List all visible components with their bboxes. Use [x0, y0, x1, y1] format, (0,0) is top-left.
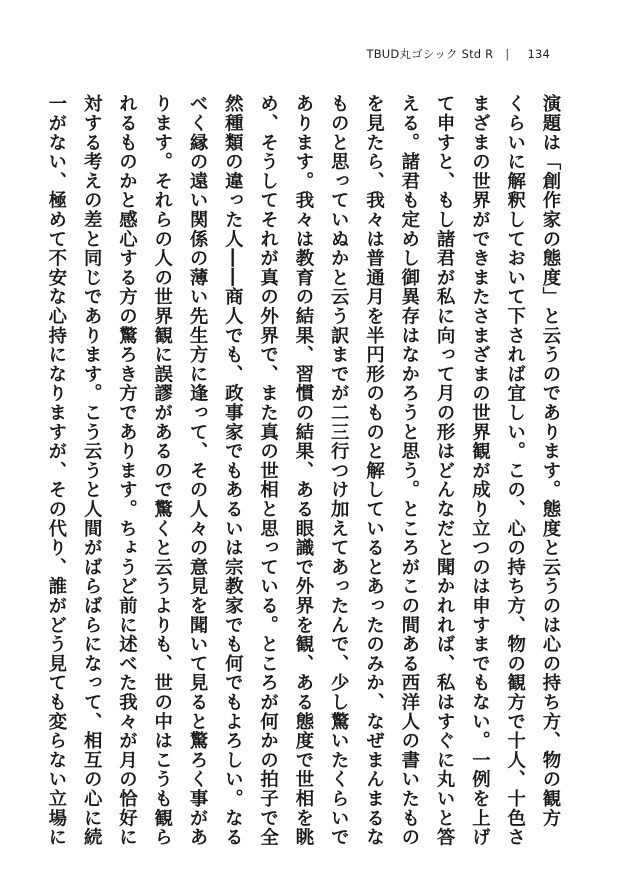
text-line-6: を見たら、我々は普通月を半円形のものと解しているとあったのみか、なぜまんまるな [363, 94, 385, 847]
text-line-2: くらいに解釈しておいて下されば宜しい。この、心の持ち方、物の観方で十人、十色さ [504, 94, 526, 847]
vertical-body-text [45, 94, 568, 854]
header-separator: | [505, 47, 510, 61]
text-line-15: 一がない、極めて不安な心持になりますが、その代り、誰がどう見ても変らない立場に [45, 94, 67, 847]
text-line-13: れるものかと感心する方の驚ろき方であります。ちょうど前に述べた我々が月の恰好に [116, 94, 138, 847]
header-font-label: TBUD丸ゴシック Std R [366, 47, 494, 61]
text-line-8: あります。我々は教育の結果、習慣の結果、ある眼識で外界を観、ある態度で世相を眺 [292, 94, 314, 847]
text-line-12: ります。それらの人の世界観に誤謬があるので驚くと云うよりも、世の中はこうも観ら [151, 94, 173, 847]
text-line-11: べく縁の遠い関係の薄い先生方に逢って、その人々の意見を聞いて見ると驚ろく事があ [187, 94, 209, 847]
text-line-4: て申すと、もし諸君が私に向って月の形はどんなだと聞かれれば、私はすぐに丸いと答 [434, 94, 456, 847]
text-line-14: 対する考えの差と同じであります。こう云うと人間がばらばらになって、相互の心に続 [81, 94, 103, 847]
text-line-5: える。諸君も定めし御異存はなかろうと思う。ところがこの間ある西洋人の書いたもの [398, 94, 420, 847]
running-header [366, 46, 550, 62]
text-line-7: ものと思っていぬかと云う訳までが二三行つけ加えてあったんで、少し驚いたくらいで [328, 94, 350, 847]
text-line-1: 演題は「創作家の態度」と云うのであります。態度と云うのは心の持ち方、物の観方 [540, 94, 561, 828]
text-line-3: まざまの世界ができまたさまざまの世界観が成り立つのは申すまでもない。一例を上げ [469, 94, 491, 847]
text-line-10: 然種類の違った人――商人でも、政事家でもあるいは宗教家でも何でもよろしい。なる [222, 94, 244, 847]
text-line-9: め、そうしてそれが真の外界で、また真の世相と思っている。ところが何かの拍子で全 [257, 94, 279, 847]
page-number: 134 [527, 47, 550, 61]
